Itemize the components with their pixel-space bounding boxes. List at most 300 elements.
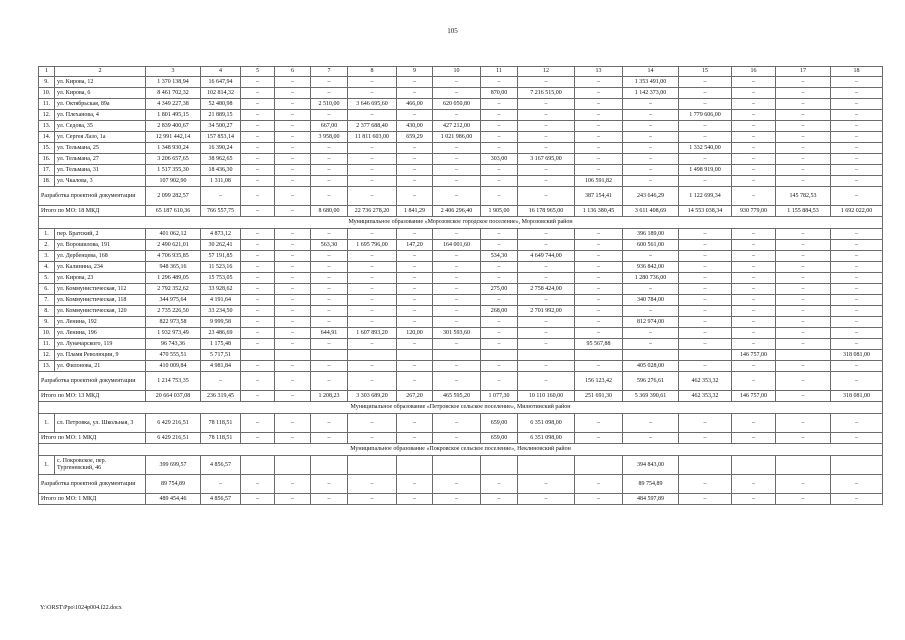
- table-cell: –: [518, 99, 575, 110]
- table-cell: 10.: [39, 88, 55, 99]
- table-cell: 2 792 352,62: [146, 284, 201, 295]
- table-cell: –: [776, 251, 831, 262]
- table-cell: –: [348, 317, 397, 328]
- table-cell: –: [518, 339, 575, 350]
- table-row: [39, 154, 883, 165]
- table-cell: –: [397, 187, 433, 206]
- table-cell: –: [348, 295, 397, 306]
- table-cell: 3: [146, 67, 201, 77]
- table-cell: –: [433, 229, 481, 240]
- table-cell: –: [311, 372, 348, 391]
- table-cell: 1 332 540,00: [679, 143, 732, 154]
- table-cell: –: [348, 229, 397, 240]
- table-cell: –: [575, 328, 623, 339]
- table-cell: 1 692 022,00: [831, 206, 883, 217]
- table-cell: –: [623, 284, 679, 295]
- total-row: [39, 206, 883, 217]
- table-row: [39, 339, 883, 350]
- table-cell: –: [623, 306, 679, 317]
- table-cell: –: [348, 273, 397, 284]
- table-cell: –: [397, 176, 433, 187]
- table-cell: –: [348, 154, 397, 165]
- table-cell: –: [311, 77, 348, 88]
- table-cell: 12 991 442,14: [146, 132, 201, 143]
- table-cell: 4 856,57: [201, 456, 241, 475]
- table-cell: –: [397, 306, 433, 317]
- table-cell: –: [732, 273, 776, 284]
- table-cell: –: [575, 433, 623, 444]
- table-cell: –: [732, 77, 776, 88]
- table-cell: –: [679, 284, 732, 295]
- table-cell: –: [732, 88, 776, 99]
- table-cell: –: [275, 317, 311, 328]
- table-cell: 15 753,05: [201, 273, 241, 284]
- table-cell: ул. Филонова, 21: [55, 361, 146, 372]
- table-cell: 1.: [39, 456, 55, 475]
- table-cell: [481, 456, 518, 475]
- table-cell: 6.: [39, 284, 55, 295]
- table-cell: 2.: [39, 240, 55, 251]
- table-cell: 1 142 373,00: [623, 88, 679, 99]
- table-cell: 2 099 282,57: [146, 187, 201, 206]
- table-cell: –: [311, 414, 348, 433]
- table-cell: 1 280 736,00: [623, 273, 679, 284]
- table-cell: –: [275, 187, 311, 206]
- table-cell: 563,30: [311, 240, 348, 251]
- table-cell: 251 691,30: [575, 391, 623, 402]
- table-cell: –: [433, 433, 481, 444]
- table-cell: [776, 456, 831, 475]
- table-cell: –: [518, 77, 575, 88]
- table-cell: –: [831, 262, 883, 273]
- table-cell: –: [241, 165, 275, 176]
- table-cell: –: [275, 433, 311, 444]
- table-cell: 146 757,00: [732, 350, 776, 361]
- table-row: [39, 165, 883, 176]
- table-cell: ул. Коммунистическая, 120: [55, 306, 146, 317]
- table-cell: 15: [679, 67, 732, 77]
- table-cell: [575, 456, 623, 475]
- table-cell: 2 406 296,40: [433, 206, 481, 217]
- table-cell: ул. Пламя Революции, 9: [55, 350, 146, 361]
- table-cell: –: [481, 494, 518, 505]
- table-cell: –: [241, 361, 275, 372]
- table-cell: –: [201, 187, 241, 206]
- table-cell: –: [518, 176, 575, 187]
- table-cell: 89 754,89: [146, 475, 201, 494]
- table-cell: –: [831, 317, 883, 328]
- table-cell: –: [433, 77, 481, 88]
- table-cell: –: [481, 262, 518, 273]
- table-cell: –: [776, 306, 831, 317]
- total-row: [39, 391, 883, 402]
- table-cell: –: [311, 88, 348, 99]
- table-cell: –: [732, 154, 776, 165]
- table-cell: –: [397, 339, 433, 350]
- table-cell: 301 593,60: [433, 328, 481, 339]
- table-cell: 5.: [39, 273, 55, 284]
- table-cell: 16 178 965,00: [518, 206, 575, 217]
- table-cell: [518, 350, 575, 361]
- table-cell: –: [776, 240, 831, 251]
- table-cell: 1 175,48: [201, 339, 241, 350]
- table-cell: 1 607 893,20: [348, 328, 397, 339]
- table-cell: –: [311, 306, 348, 317]
- table-row: [39, 176, 883, 187]
- table-cell: 8 461 702,32: [146, 88, 201, 99]
- table-cell: –: [275, 391, 311, 402]
- table-cell: –: [732, 372, 776, 391]
- table-cell: –: [275, 361, 311, 372]
- table-cell: –: [831, 176, 883, 187]
- table-cell: 936 842,00: [623, 262, 679, 273]
- table-cell: –: [732, 176, 776, 187]
- table-cell: Итого по МО: 1 МКД: [39, 433, 146, 444]
- table-cell: 465 595,20: [433, 391, 481, 402]
- table-cell: –: [241, 295, 275, 306]
- table-cell: –: [397, 295, 433, 306]
- table-cell: –: [623, 328, 679, 339]
- table-cell: –: [732, 251, 776, 262]
- table-cell: 1 932 973,49: [146, 328, 201, 339]
- table-cell: –: [575, 121, 623, 132]
- table-cell: –: [241, 154, 275, 165]
- table-cell: –: [732, 494, 776, 505]
- table-cell: Разработка проектной документации: [39, 187, 146, 206]
- table-cell: 2 510,00: [311, 99, 348, 110]
- table-cell: 401 062,12: [146, 229, 201, 240]
- table-cell: –: [275, 251, 311, 262]
- table-cell: –: [311, 295, 348, 306]
- table-cell: [348, 456, 397, 475]
- table-cell: 6 429 216,51: [146, 433, 201, 444]
- table-cell: ул. Ворошилова, 191: [55, 240, 146, 251]
- table-cell: –: [397, 77, 433, 88]
- table-cell: 9.: [39, 77, 55, 88]
- table-row: [39, 350, 883, 361]
- table-cell: 18: [831, 67, 883, 77]
- table-cell: 9.: [39, 317, 55, 328]
- total-row: [39, 433, 883, 444]
- table-cell: –: [575, 99, 623, 110]
- table-cell: [241, 456, 275, 475]
- table-cell: –: [831, 121, 883, 132]
- table-cell: –: [241, 306, 275, 317]
- table-cell: –: [275, 372, 311, 391]
- table-cell: –: [241, 143, 275, 154]
- table-cell: [397, 350, 433, 361]
- table-cell: –: [275, 110, 311, 121]
- table-cell: 33 234,50: [201, 306, 241, 317]
- table-cell: –: [732, 475, 776, 494]
- table-cell: –: [348, 88, 397, 99]
- table-cell: –: [679, 273, 732, 284]
- table-cell: ул. Коммунистическая, 118: [55, 295, 146, 306]
- table-cell: 1.: [39, 414, 55, 433]
- table-row: [39, 273, 883, 284]
- table-cell: 9 999,58: [201, 317, 241, 328]
- table-cell: –: [831, 77, 883, 88]
- table-cell: –: [433, 187, 481, 206]
- table-cell: 12.: [39, 110, 55, 121]
- table-cell: 1 208,23: [311, 391, 348, 402]
- table-cell: –: [831, 284, 883, 295]
- table-cell: –: [831, 339, 883, 350]
- table-cell: –: [481, 99, 518, 110]
- table-cell: Муниципальное образование «Петровское сельское поселение», Милютинский район: [39, 402, 883, 414]
- table-cell: –: [732, 99, 776, 110]
- table-cell: 318 081,00: [831, 391, 883, 402]
- table-cell: 38 962,65: [201, 154, 241, 165]
- table-cell: –: [831, 187, 883, 206]
- table-cell: –: [575, 317, 623, 328]
- table-cell: 120,00: [397, 328, 433, 339]
- table-cell: 1 801 495,15: [146, 110, 201, 121]
- table-cell: –: [275, 88, 311, 99]
- table-cell: [732, 456, 776, 475]
- table-cell: –: [311, 284, 348, 295]
- table-cell: –: [776, 433, 831, 444]
- table-cell: –: [732, 317, 776, 328]
- table-cell: 34 500,27: [201, 121, 241, 132]
- table-cell: –: [311, 361, 348, 372]
- table-cell: –: [518, 110, 575, 121]
- table-cell: –: [732, 361, 776, 372]
- table-cell: –: [241, 176, 275, 187]
- table-cell: –: [575, 475, 623, 494]
- table-cell: –: [275, 154, 311, 165]
- page-number: 105: [447, 27, 458, 35]
- table-cell: –: [241, 339, 275, 350]
- table-cell: –: [679, 121, 732, 132]
- table-cell: –: [776, 414, 831, 433]
- table-cell: 146 757,00: [732, 391, 776, 402]
- table-cell: –: [433, 361, 481, 372]
- table-cell: 600 561,00: [623, 240, 679, 251]
- table-cell: Итого по МО: 13 МКД: [39, 391, 146, 402]
- table-cell: 1 779 606,00: [679, 110, 732, 121]
- table-cell: –: [518, 121, 575, 132]
- table-cell: ул. Тельмана, 31: [55, 165, 146, 176]
- table-cell: –: [518, 262, 575, 273]
- table-cell: –: [518, 361, 575, 372]
- table-cell: –: [575, 143, 623, 154]
- table-cell: 1: [39, 67, 55, 77]
- table-cell: ул. Октябрьская, 89а: [55, 99, 146, 110]
- table-cell: –: [275, 240, 311, 251]
- table-cell: –: [776, 110, 831, 121]
- table-cell: 10: [433, 67, 481, 77]
- table-cell: –: [776, 229, 831, 240]
- table-cell: –: [397, 494, 433, 505]
- table-cell: –: [679, 328, 732, 339]
- table-cell: 1 370 138,94: [146, 77, 201, 88]
- table-cell: –: [831, 143, 883, 154]
- table-cell: –: [623, 414, 679, 433]
- table-cell: 7.: [39, 295, 55, 306]
- table-cell: –: [275, 77, 311, 88]
- table-row: [39, 262, 883, 273]
- table-cell: ул. Ленина, 196: [55, 328, 146, 339]
- table-cell: 4 649 744,00: [518, 251, 575, 262]
- table-cell: 1 077,30: [481, 391, 518, 402]
- table-cell: –: [518, 295, 575, 306]
- table-cell: [275, 456, 311, 475]
- table-cell: –: [275, 99, 311, 110]
- table-cell: –: [831, 475, 883, 494]
- table-cell: ул. Кирова, 12: [55, 77, 146, 88]
- table-cell: –: [433, 154, 481, 165]
- table-cell: –: [831, 414, 883, 433]
- table-cell: –: [275, 121, 311, 132]
- table-cell: –: [575, 262, 623, 273]
- table-cell: –: [518, 143, 575, 154]
- table-cell: –: [241, 372, 275, 391]
- table-cell: –: [831, 433, 883, 444]
- table-cell: –: [481, 229, 518, 240]
- table-cell: 22 736 278,20: [348, 206, 397, 217]
- table-cell: 23 486,69: [201, 328, 241, 339]
- table-cell: [397, 456, 433, 475]
- table-cell: 462 353,32: [679, 372, 732, 391]
- table-cell: –: [348, 262, 397, 273]
- table-cell: –: [275, 273, 311, 284]
- table-cell: –: [831, 240, 883, 251]
- table-cell: 6 351 098,00: [518, 414, 575, 433]
- table-cell: –: [397, 229, 433, 240]
- table-cell: –: [275, 414, 311, 433]
- table-cell: –: [433, 284, 481, 295]
- table-cell: 3 167 695,00: [518, 154, 575, 165]
- table-cell: –: [433, 262, 481, 273]
- table-cell: Муниципальное образование «Покровское сельское поселение», Неклиновский район: [39, 444, 883, 456]
- table-cell: –: [397, 88, 433, 99]
- table-cell: –: [348, 414, 397, 433]
- table-cell: 4 349 227,38: [146, 99, 201, 110]
- table-cell: –: [679, 77, 732, 88]
- table-cell: –: [831, 494, 883, 505]
- table-cell: 2 490 621,01: [146, 240, 201, 251]
- table-cell: –: [776, 284, 831, 295]
- table-row: [39, 306, 883, 317]
- table-cell: –: [275, 165, 311, 176]
- table-cell: 930 779,00: [732, 206, 776, 217]
- table-cell: –: [575, 229, 623, 240]
- table-cell: –: [275, 143, 311, 154]
- table-cell: –: [241, 132, 275, 143]
- table-cell: –: [831, 295, 883, 306]
- table-cell: 1 348 930,24: [146, 143, 201, 154]
- table-cell: 394 843,00: [623, 456, 679, 475]
- table-cell: 3 206 657,65: [146, 154, 201, 165]
- table-cell: –: [679, 494, 732, 505]
- table-cell: 15.: [39, 143, 55, 154]
- table-cell: –: [776, 143, 831, 154]
- table-cell: 410 009,84: [146, 361, 201, 372]
- table-cell: [275, 350, 311, 361]
- table-cell: –: [348, 361, 397, 372]
- table-cell: 96 743,36: [146, 339, 201, 350]
- table-cell: –: [348, 284, 397, 295]
- table-cell: 659,00: [481, 414, 518, 433]
- table-cell: –: [623, 339, 679, 350]
- table-row: [39, 240, 883, 251]
- table-cell: –: [623, 99, 679, 110]
- table-cell: –: [575, 414, 623, 433]
- table-cell: 1 155 884,53: [776, 206, 831, 217]
- table-cell: –: [241, 99, 275, 110]
- table-cell: 1 296 489,05: [146, 273, 201, 284]
- table-cell: –: [397, 475, 433, 494]
- table-cell: –: [776, 121, 831, 132]
- table-cell: 4 706 935,85: [146, 251, 201, 262]
- table-cell: –: [311, 273, 348, 284]
- table-cell: –: [241, 475, 275, 494]
- table-cell: 11.: [39, 339, 55, 350]
- table-cell: –: [275, 494, 311, 505]
- table-cell: –: [831, 99, 883, 110]
- table-cell: Муниципальное образование «Морозовское городское поселение», Морозовский район: [39, 217, 883, 229]
- table-cell: –: [679, 88, 732, 99]
- table-cell: –: [348, 372, 397, 391]
- table-cell: 268,00: [481, 306, 518, 317]
- table-cell: –: [348, 494, 397, 505]
- table-cell: –: [481, 475, 518, 494]
- table-cell: 4: [201, 67, 241, 77]
- table-cell: 65 187 610,36: [146, 206, 201, 217]
- table-cell: –: [311, 110, 348, 121]
- table-row: [39, 456, 883, 475]
- table-cell: –: [481, 372, 518, 391]
- table-cell: –: [831, 229, 883, 240]
- table-cell: –: [776, 372, 831, 391]
- table-cell: –: [575, 494, 623, 505]
- table-cell: –: [348, 339, 397, 350]
- table-cell: 4 856,57: [201, 494, 241, 505]
- table-cell: –: [275, 295, 311, 306]
- table-cell: –: [518, 132, 575, 143]
- table-cell: 948 365,16: [146, 262, 201, 273]
- table-cell: –: [679, 176, 732, 187]
- table-cell: 318 081,00: [831, 350, 883, 361]
- table-row: [39, 475, 883, 494]
- table-cell: –: [623, 132, 679, 143]
- table-cell: –: [311, 433, 348, 444]
- table-cell: –: [397, 284, 433, 295]
- table-cell: –: [732, 132, 776, 143]
- table-cell: 57 191,85: [201, 251, 241, 262]
- table-cell: –: [241, 391, 275, 402]
- table-cell: –: [241, 284, 275, 295]
- table-cell: –: [679, 229, 732, 240]
- table-cell: 14 553 038,34: [679, 206, 732, 217]
- table-cell: –: [732, 328, 776, 339]
- table-cell: –: [732, 229, 776, 240]
- table-cell: –: [397, 273, 433, 284]
- table-cell: ул. Седова, 35: [55, 121, 146, 132]
- table-cell: Разработка проектной документации: [39, 475, 146, 494]
- table-cell: [679, 456, 732, 475]
- table-cell: 470 555,51: [146, 350, 201, 361]
- table-cell: –: [732, 165, 776, 176]
- table-cell: пер. Братский, 2: [55, 229, 146, 240]
- table-cell: –: [241, 262, 275, 273]
- table-cell: –: [241, 317, 275, 328]
- table-cell: –: [481, 361, 518, 372]
- table-cell: 267,20: [397, 391, 433, 402]
- table-row: [39, 110, 883, 121]
- table-cell: 9: [397, 67, 433, 77]
